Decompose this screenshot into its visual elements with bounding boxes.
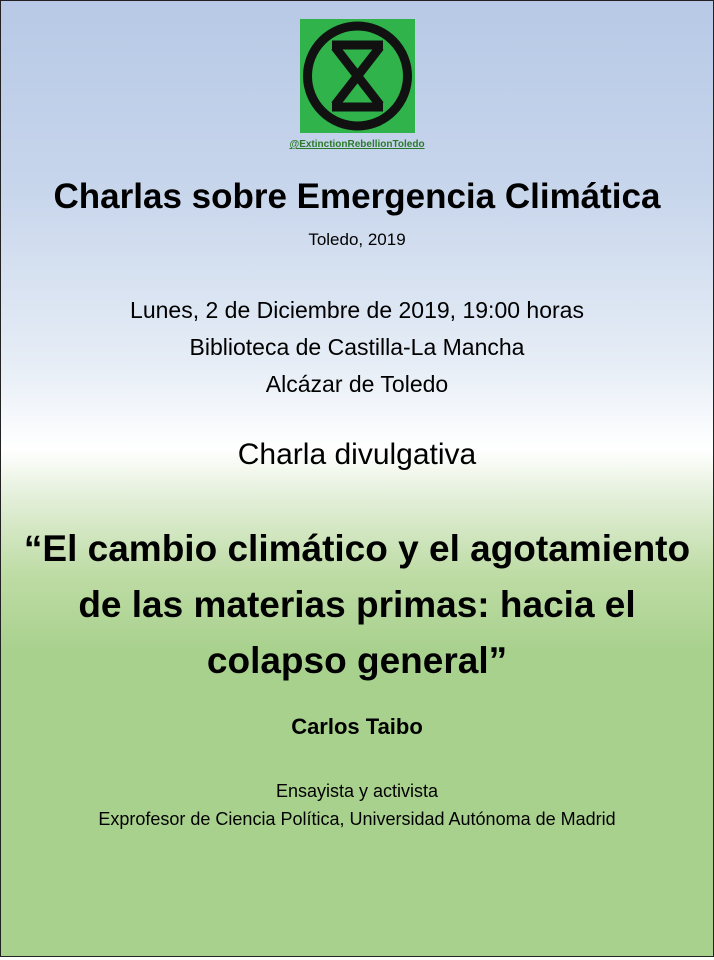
speaker-affiliation: Exprofesor de Ciencia Política, Universidad Autónoma de Madrid xyxy=(98,809,616,829)
talk-type: Charla divulgativa xyxy=(237,438,477,471)
talk-title-line-3: colapso general” xyxy=(206,640,508,681)
talk-title xyxy=(1,521,713,689)
talk-title-line-1: “El cambio climático y el agotamiento xyxy=(23,528,691,569)
event-details xyxy=(1,292,713,403)
poster-subtitle: Toledo, 2019 xyxy=(308,230,406,249)
speaker-bio xyxy=(1,777,713,833)
event-venue: Biblioteca de Castilla-La Mancha xyxy=(189,334,525,360)
speaker-role: Ensayista y activista xyxy=(275,781,439,801)
event-location: Alcázar de Toledo xyxy=(265,371,449,397)
poster-title: Charlas sobre Emergencia Climática xyxy=(53,177,661,216)
social-handle: @ExtinctionRebellionToledo xyxy=(289,139,425,150)
event-datetime: Lunes, 2 de Diciembre de 2019, 19:00 horas xyxy=(130,297,584,323)
extinction-rebellion-logo xyxy=(300,19,415,133)
hourglass-icon xyxy=(300,19,415,133)
talk-title-line-2: de las materias primas: hacia el xyxy=(78,584,636,625)
speaker-name: Carlos Taibo xyxy=(291,714,423,739)
